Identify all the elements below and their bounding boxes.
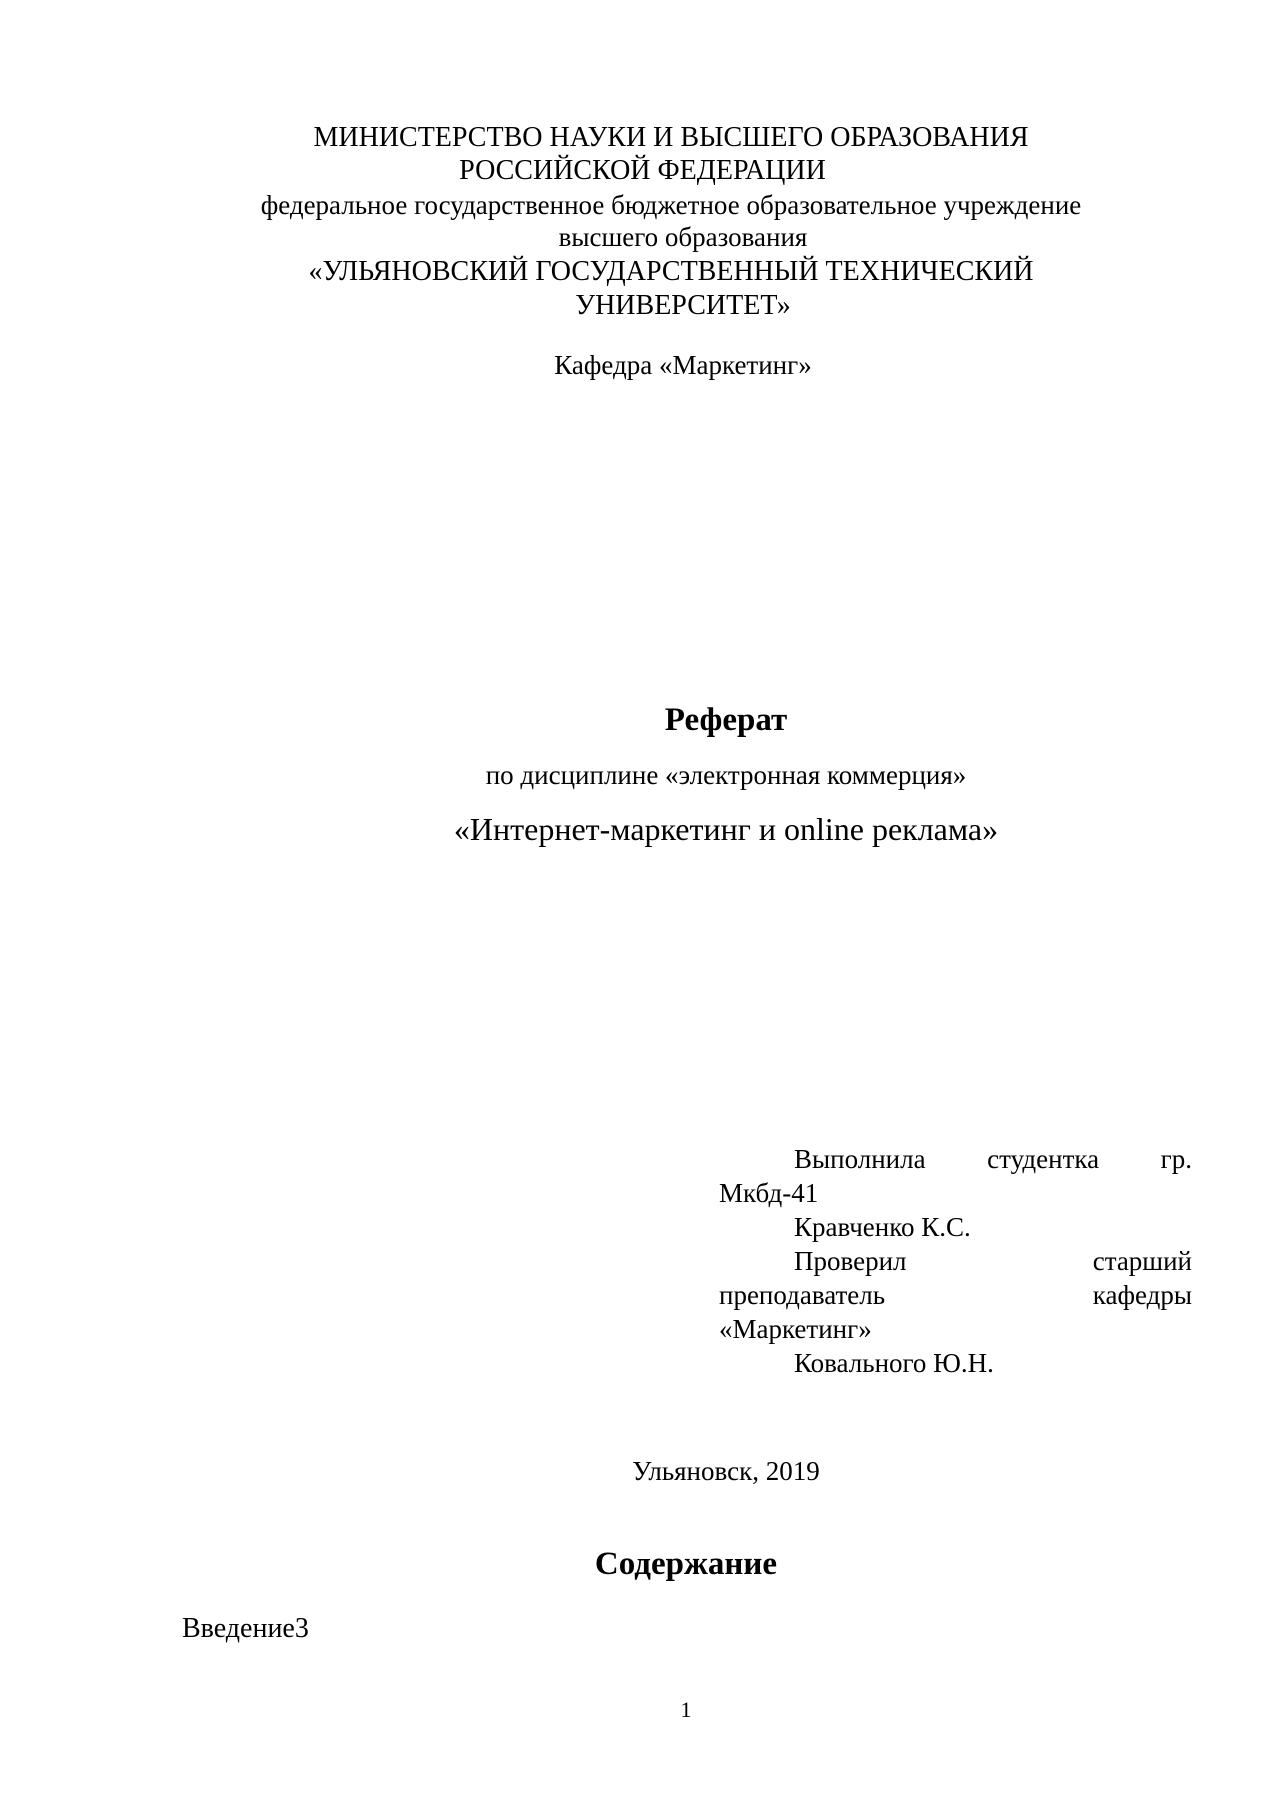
document-type-title: Реферат	[664, 702, 788, 738]
university-line-1: «УЛЬЯНОВСКИЙ ГОСУДАРСТВЕННЫЙ ТЕХНИЧЕСКИЙ	[308, 256, 1034, 287]
institution-type-line-2: высшего образования	[558, 222, 808, 252]
toc-entry-page: 3	[294, 1613, 309, 1644]
topic-title: «Интернет-маркетинг и online реклама»	[453, 811, 999, 847]
checked-by-line: Проверил старший	[794, 1246, 1192, 1276]
university-line-2: УНИВЕРСИТЕТ»	[575, 290, 791, 321]
department-name: Кафедра «Маркетинг»	[554, 350, 812, 380]
performed-by-line: Выполнила студентка гр.	[794, 1144, 1192, 1174]
department-reference: «Маркетинг»	[719, 1314, 872, 1344]
contents-heading: Содержание	[594, 1546, 778, 1582]
discipline-line: по дисциплине «электронная коммерция»	[485, 760, 967, 790]
city-year: Ульяновск, 2019	[632, 1456, 820, 1486]
ministry-line-2: РОССИЙСКОЙ ФЕДЕРАЦИИ	[459, 155, 826, 186]
signature-block	[719, 1142, 1192, 1380]
institution-type-line-1: федеральное государственное бюджетное образовательное учреждение	[260, 190, 1082, 220]
toc-entry-introduction[interactable]	[182, 1613, 309, 1645]
toc-entry-label: Введение	[182, 1613, 295, 1644]
teacher-position: преподаватель кафедры	[719, 1280, 1192, 1310]
ministry-line-1: МИНИСТЕРСТВО НАУКИ И ВЫСШЕГО ОБРАЗОВАНИЯ	[313, 122, 1029, 153]
page-number: 1	[680, 1697, 692, 1722]
student-name: Кравченко К.С.	[794, 1212, 971, 1242]
teacher-name: Ковального Ю.Н.	[794, 1348, 994, 1378]
group-number: Мкбд-41	[719, 1178, 819, 1208]
